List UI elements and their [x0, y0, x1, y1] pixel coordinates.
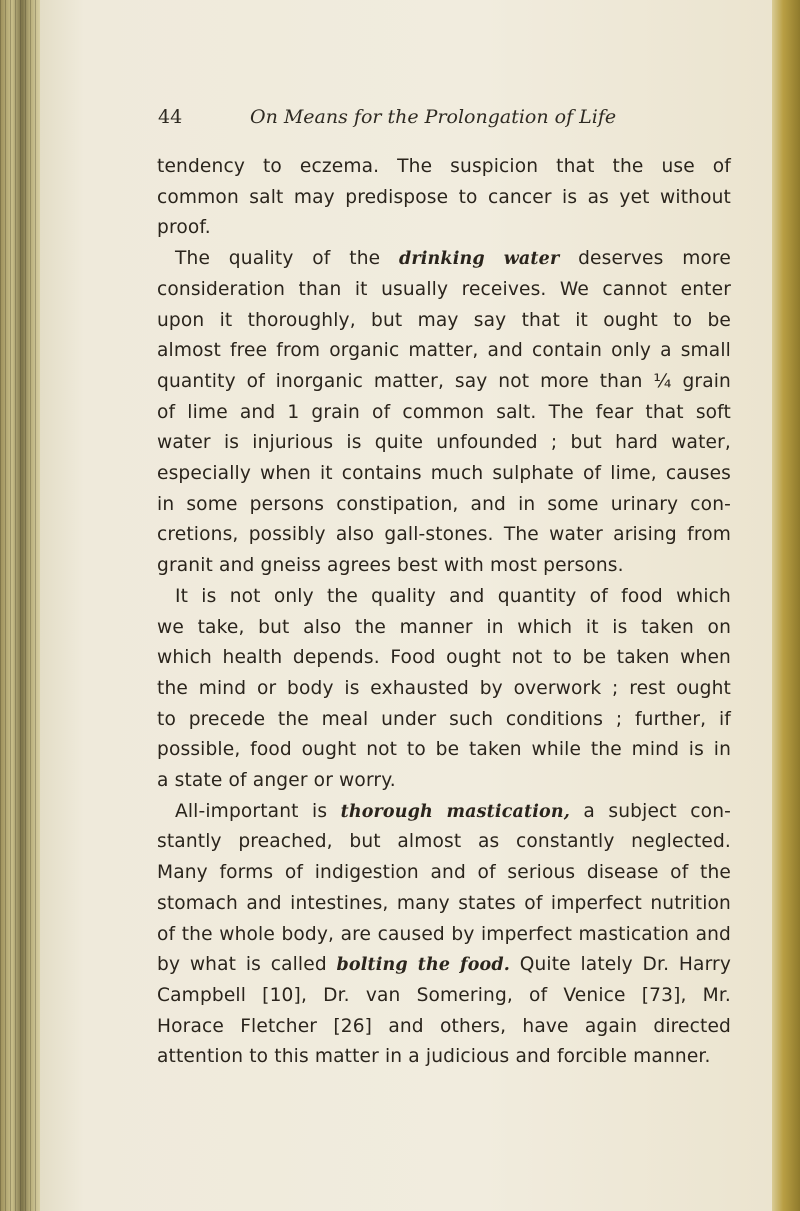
text-line	[157, 889, 731, 920]
text-run: deserves more	[559, 248, 731, 270]
text-line	[157, 244, 731, 275]
text-run: granit and gneiss agrees best with most persons.	[157, 555, 624, 577]
text-line	[157, 520, 731, 551]
text-run: by what is called	[157, 954, 337, 976]
text-run: stomach and intestines, many states of imperfect nutrition	[157, 892, 731, 914]
text-run: consideration than it usually receives. We cannot enter	[157, 278, 731, 300]
text-run: attention to this matter in a judicious and forcible manner.	[157, 1046, 711, 1068]
running-title: On Means for the Prolongation of Life	[250, 106, 617, 128]
book-gutter	[0, 0, 40, 1211]
text-line	[157, 981, 731, 1012]
text-run: stantly preached, but almost as constantly neglected.	[157, 831, 731, 853]
text-line	[157, 367, 731, 398]
text-run: water is injurious is quite unfounded ; but hard water,	[157, 432, 731, 454]
text-line	[157, 920, 731, 951]
text-line	[157, 551, 731, 582]
text-run: Campbell [10], Dr. van Somering, of Venice [73], Mr.	[157, 984, 731, 1006]
body-text	[157, 152, 731, 1073]
text-line	[157, 490, 731, 521]
text-run: of lime and 1 grain of common salt. The fear that soft	[157, 401, 731, 423]
page-edge	[772, 0, 800, 1211]
text-run: almost free from organic matter, and contain only a small	[157, 340, 731, 362]
text-run: the mind or body is exhausted by overwork ; rest ought	[157, 677, 731, 699]
text-run: Quite lately Dr. Harry	[509, 954, 731, 976]
text-run: we take, but also the manner in which it is taken on	[157, 616, 731, 638]
text-run: which health depends. Food ought not to be taken when	[157, 647, 731, 669]
italic-phrase: thorough mastication,	[340, 801, 570, 822]
text-run: especially when it contains much sulphate of lime, causes	[157, 463, 731, 485]
text-run: cretions, possibly also gall-stones. The water arising from	[157, 524, 731, 546]
italic-phrase: bolting the food.	[336, 955, 510, 976]
text-run: quantity of inorganic matter, say not more than ¼ grain	[157, 370, 731, 392]
text-line	[157, 950, 731, 981]
text-line	[157, 797, 731, 828]
text-line	[157, 1042, 731, 1073]
text-run: Many forms of indigestion and of serious disease of the	[157, 862, 731, 884]
text-run: Horace Fletcher [26] and others, have again directed	[157, 1015, 731, 1037]
text-run: a state of anger or worry.	[157, 770, 396, 792]
text-line	[157, 643, 731, 674]
text-line	[157, 152, 731, 183]
text-line	[157, 428, 731, 459]
text-run: proof.	[157, 217, 211, 239]
text-run: common salt may predispose to cancer is as yet without	[157, 186, 731, 208]
text-line	[157, 766, 731, 797]
text-line	[157, 183, 731, 214]
text-run: in some persons constipation, and in some urinary con-	[157, 493, 731, 515]
text-line	[157, 306, 731, 337]
text-line	[157, 1012, 731, 1043]
text-line	[157, 674, 731, 705]
text-run: The quality of the	[175, 248, 399, 270]
book-page	[40, 0, 772, 1211]
text-run: All-important is	[175, 800, 341, 822]
text-run: possible, food ought not to be taken while the mind is in	[157, 739, 731, 761]
text-line	[157, 735, 731, 766]
text-run: to precede the meal under such conditions ; further, if	[157, 708, 731, 730]
text-line	[157, 398, 731, 429]
italic-phrase: drinking water	[399, 249, 560, 270]
text-run: tendency to eczema. The suspicion that the use of	[157, 156, 731, 177]
text-run: It is not only the quality and quantity of food which	[175, 585, 731, 607]
text-line	[157, 858, 731, 889]
text-run: of the whole body, are caused by imperfect mastication and	[157, 923, 731, 945]
text-run: a subject con-	[569, 800, 731, 822]
text-line	[157, 459, 731, 490]
text-line	[157, 827, 731, 858]
text-line	[157, 705, 731, 736]
text-line	[157, 336, 731, 367]
text-run: upon it thoroughly, but may say that it ought to be	[157, 309, 731, 331]
text-line	[157, 613, 731, 644]
page-number: 44	[158, 106, 183, 128]
text-line	[157, 582, 731, 613]
text-line	[157, 275, 731, 306]
text-line	[157, 213, 731, 244]
